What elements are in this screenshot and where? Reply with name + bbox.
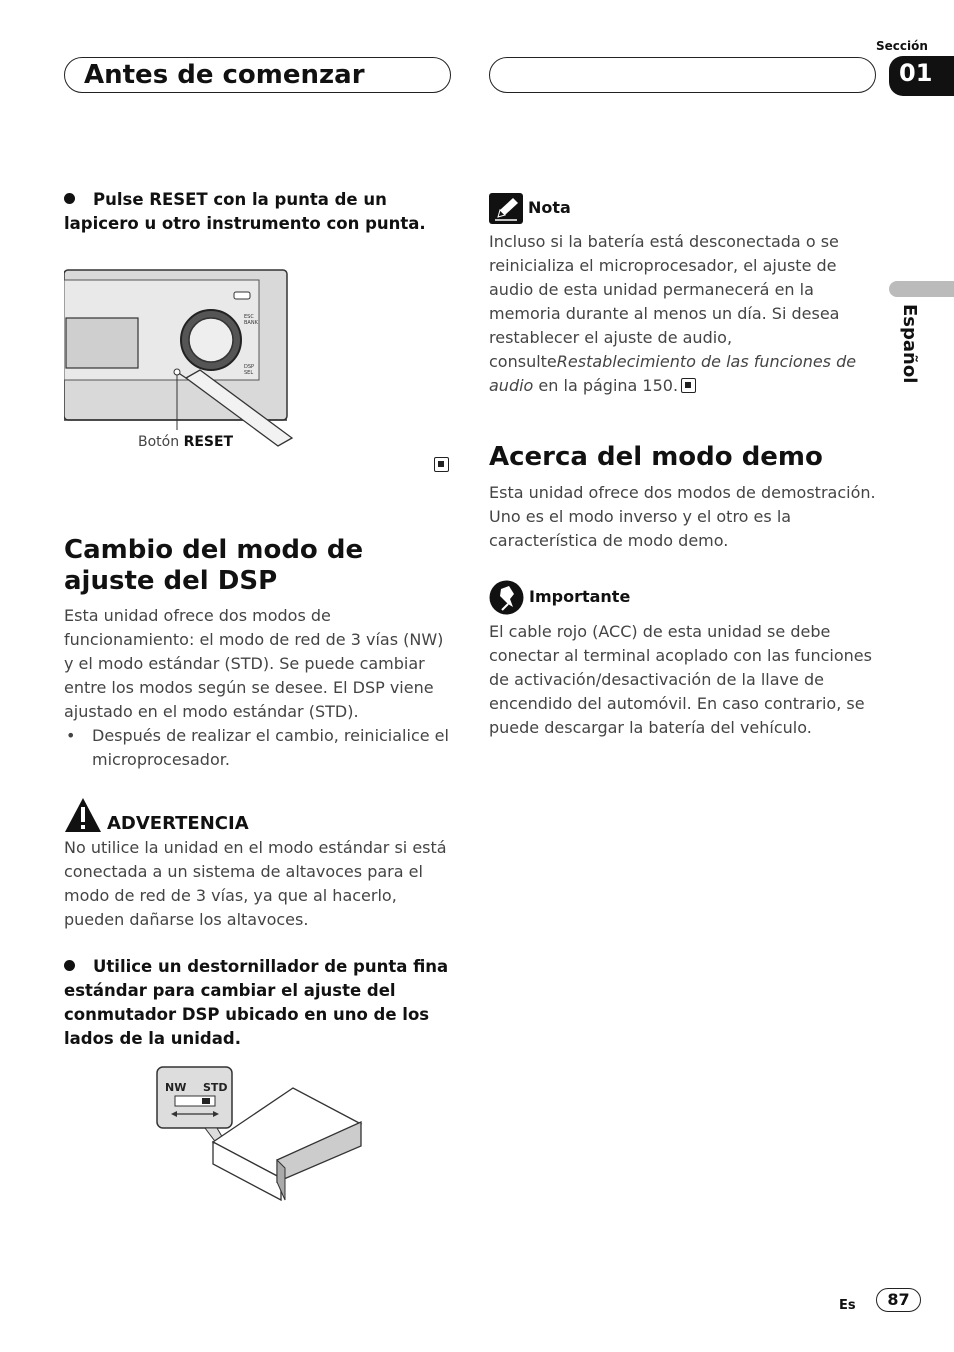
bullet-icon: • [66, 726, 76, 745]
important-pin-icon [489, 580, 524, 615]
fig-dsp-label: DSP [244, 364, 255, 370]
demo-paragraph: Esta unidad ofrece dos modos de demostración. Uno es el modo inverso y el otro es la característica de modo demo. [489, 483, 876, 550]
heading-demo: Acerca del modo demo [489, 442, 823, 472]
fig-esc-label: ESC [244, 314, 254, 320]
chapter-title: Antes de comenzar [84, 60, 365, 90]
warning-title: ADVERTENCIA [107, 813, 249, 834]
end-mark-icon [434, 457, 449, 472]
dsp-paragraph: Esta unidad ofrece dos modos de funcionamiento: el modo de red de 3 vías (NW) y el modo estándar (STD). Se puede cambiar entre los modos según se desee. El DSP viene ajustado en el modo estándar (STD). [64, 606, 444, 721]
note-text-a: Incluso si la batería está desconectada o se reinicializa el microprocesador, el ajuste de audio de esta unidad permanecerá en la memoria durante al menos un día. Si desea restablecer el ajuste de audio, consulte [489, 232, 840, 371]
step-switch [64, 955, 454, 1051]
fig-bank-label: BANK [244, 320, 258, 326]
step-reset [64, 188, 454, 236]
page-number: 87 [876, 1288, 921, 1312]
section-number-badge: 01 [889, 56, 954, 96]
note-text-italic: Restablecimiento de las funciones de audio [489, 352, 857, 395]
note-pencil-icon [489, 193, 523, 224]
switch-std-label: STD [203, 1081, 228, 1094]
figure-caption [138, 434, 233, 450]
footer-lang-code: Es [839, 1298, 856, 1313]
language-label: Español [899, 304, 920, 384]
header-empty-frame [489, 57, 876, 93]
end-mark-icon-2 [681, 378, 696, 393]
head-unit-figure [64, 268, 294, 458]
bullet-dot-icon-2 [64, 960, 75, 971]
important-title: Importante [529, 587, 631, 606]
warning-icon [64, 797, 102, 833]
step-reset-text: Pulse RESET con la punta de un lapicero u otro instrumento con punta. [64, 190, 426, 233]
dsp-bullet [64, 724, 452, 772]
dsp-bullet-text: Después de realizar el cambio, reinicialice el microprocesador. [92, 726, 449, 769]
fig-sel-label: SEL [244, 370, 254, 376]
language-tab [890, 304, 930, 404]
figure-caption-prefix: Botón [138, 434, 184, 450]
switch-nw-label: NW [165, 1081, 187, 1094]
important-text: El cable rojo (ACC) de esta unidad se debe conectar al terminal acoplado con las funciones de activación/desactivación de la llave de encendido del automóvil. En caso contrario, se puede descargar la batería del vehículo. [489, 622, 872, 737]
dsp-switch-figure [155, 1064, 365, 1204]
note-text-b: en la página 150. [533, 376, 679, 395]
note-text [489, 230, 877, 398]
note-title: Nota [528, 198, 571, 217]
warning-text: No utilice la unidad en el modo estándar si está conectada a un sistema de altavoces para el modo de red de 3 vías, ya que al hacerlo, pueden dañarse los altavoces. [64, 838, 447, 929]
language-tab-bar [889, 281, 954, 297]
figure-caption-bold: RESET [183, 434, 234, 450]
section-label: Sección [876, 39, 928, 53]
step-switch-text: Utilice un destornillador de punta fina estándar para cambiar el ajuste del conmutador DSP ubicado en uno de los lados de la unidad. [64, 957, 449, 1048]
bullet-dot-icon [64, 193, 75, 204]
heading-dsp: Cambio del modo de ajuste del DSP [64, 535, 364, 596]
